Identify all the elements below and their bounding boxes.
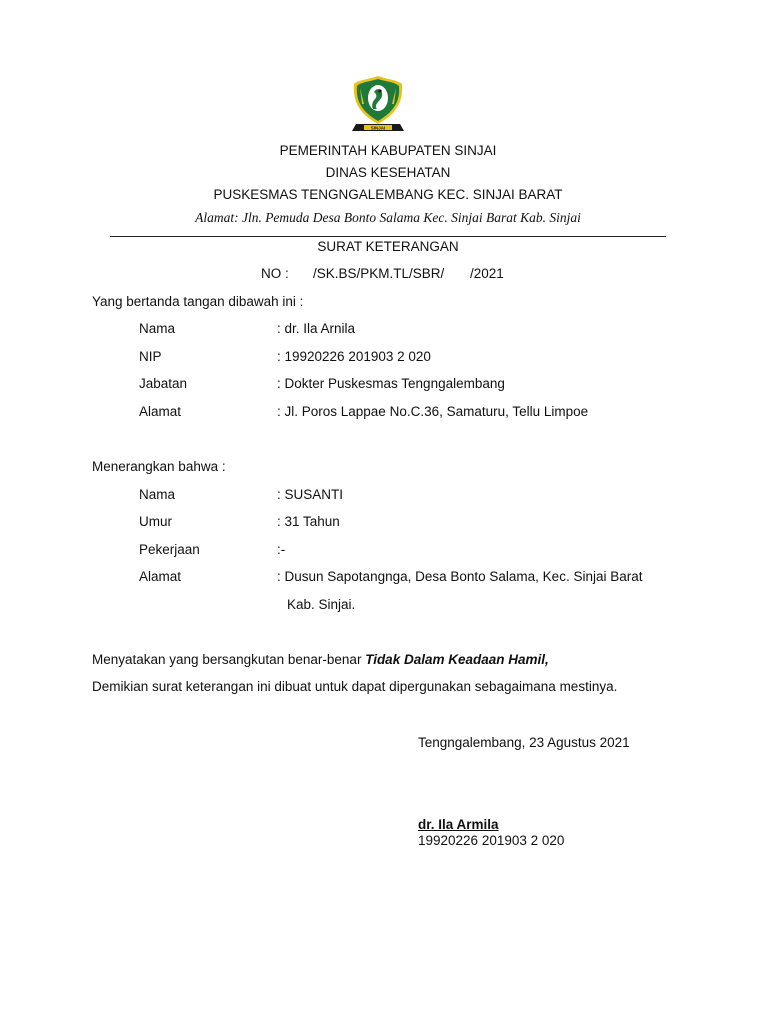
subject-occupation-label: Pekerjaan — [139, 542, 200, 557]
statement-prefix: Menyatakan yang bersangkutan benar-benar — [92, 652, 366, 667]
statement-line — [92, 652, 549, 667]
signer-nip-label: NIP — [139, 349, 162, 364]
signer-name-label: Nama — [139, 321, 176, 336]
logo-ribbon-text: SINJAI — [370, 125, 386, 131]
header-address: Alamat: Jln. Pemuda Desa Bonto Salama Kec. Sinjai Barat Kab. Sinjai — [195, 210, 581, 225]
subject-occupation-value: :- — [277, 542, 286, 557]
sinjai-emblem-logo — [350, 74, 406, 136]
header-institution: PUSKESMAS TENGNGALEMBANG KEC. SINJAI BARAT — [213, 187, 563, 202]
signature-nip: 19920226 201903 2 020 — [418, 833, 565, 848]
closing-sentence: Demikian surat keterangan ini dibuat untuk dapat dipergunakan sebagaimana mestinya. — [92, 679, 618, 694]
subject-address-continuation: Kab. Sinjai. — [287, 597, 356, 612]
document-number-code: /SK.BS/PKM.TL/SBR/ — [313, 266, 445, 281]
subject-address-label: Alamat — [139, 569, 182, 584]
subject-age-label: Umur — [139, 514, 172, 529]
document-number-label: NO : — [261, 266, 289, 281]
signer-name-value: : dr. Ila Arnila — [277, 321, 356, 336]
header-department: DINAS KESEHATAN — [325, 165, 451, 180]
header-government: PEMERINTAH KABUPATEN SINJAI — [279, 143, 497, 158]
subject-name-label: Nama — [139, 487, 176, 502]
signer-intro: Yang bertanda tangan dibawah ini : — [92, 294, 304, 309]
header-divider — [110, 236, 666, 237]
signer-position-label: Jabatan — [139, 376, 188, 391]
subject-name-value: : SUSANTI — [277, 487, 344, 502]
signer-nip-value: : 19920226 201903 2 020 — [277, 349, 431, 364]
subject-age-value: : 31 Tahun — [277, 514, 340, 529]
document-title: SURAT KETERANGAN — [317, 239, 459, 254]
signature-place-date: Tengngalembang, 23 Agustus 2021 — [418, 735, 630, 750]
statement-emphasis: Tidak Dalam Keadaan Hamil, — [365, 652, 549, 667]
signer-position-value: : Dokter Puskesmas Tengngalembang — [277, 376, 505, 391]
signature-name: dr. Ila Armila — [418, 817, 499, 832]
document-number-year: /2021 — [470, 266, 504, 281]
signer-address-label: Alamat — [139, 404, 182, 419]
subject-address-value: : Dusun Sapotangnga, Desa Bonto Salama, Kec. Sinjai Barat — [277, 569, 643, 584]
signer-address-value: : Jl. Poros Lappae No.C.36, Samaturu, Tellu Limpoe — [277, 404, 589, 419]
subject-intro: Menerangkan bahwa : — [92, 459, 226, 474]
